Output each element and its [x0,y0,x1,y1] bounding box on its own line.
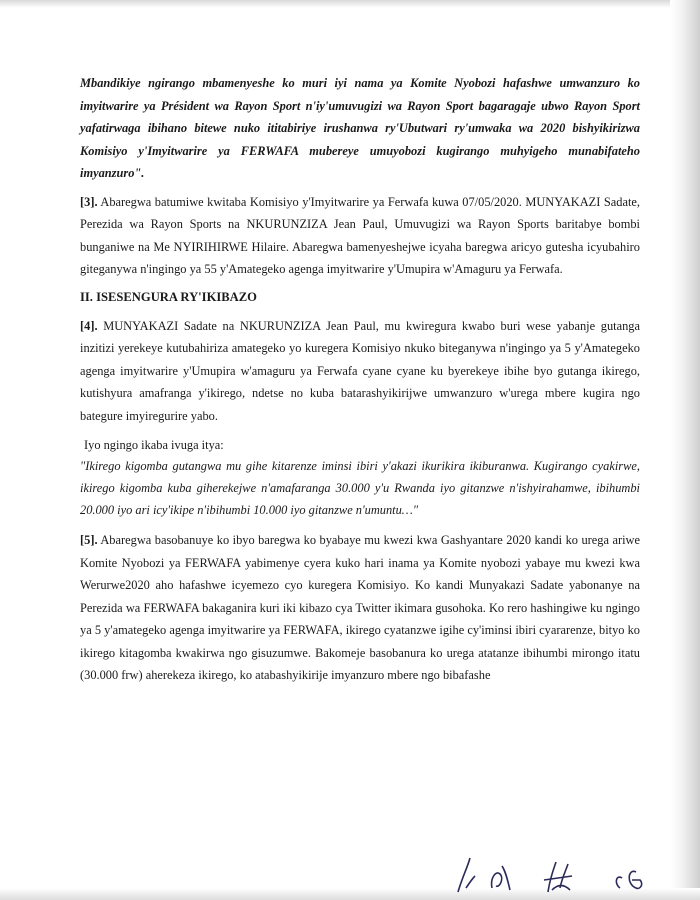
paragraph-number: [3]. [80,194,98,209]
document-page [80,72,640,693]
quoted-article: "Ikirego kigomba gutangwa mu gihe kitarenze iminsi ibiri y'akazi ikurikira ikiburanwa. Kugirango cyakirwe, ikirego kigomba kuba giherekejwe n'amafaranga 30.000 y'u Rwanda iyo gitanzwe n'ishyirahamwe, ibihumbi 20.000 iyo ari icy'ikipe n'ibihumbi 10.000 iyo gitanzwe n'umuntu…" [80,459,640,517]
paragraph-text: Abaregwa basobanuye ko ibyo baregwa ko byabaye mu kwezi kwa Gashyantare 2020 kandi ko urega ariwe Komite Nyobozi ya FERWAFA yabimenye cyera kuko hari inama ya Komite nyobozi yabaye mu kwezi kwa Werurwe2020 aho hafashwe icyemezo cyo kuregera Komisiyo. Ko kandi Munyakazi Sadate yabonanye na Perezida wa FERWAFA bakaganira kuri iki kibazo cya Twitter ikimara gusohoka. Ko rero hashingiwe ku ngingo ya 5 y'amategeko agenga imyitwarire ya FERWAFA, ikirego cyatanzwe igihe cy'iminsi ibiri cyararenze, bityo ko ikirego kitagomba kwakirwa ngo gisuzumwe. Bakomeje basobanura ko urega atatanze ibihumbi mirongo itatu (30.000 frw) aherekeza ikirego, ko atabashyikirije imyanzuro mbere ngo bibafashe [80,533,640,682]
paragraph-number: [4]. [80,318,98,333]
paragraph-text: Abaregwa batumiwe kwitaba Komisiyo y'Imyitwarire ya Ferwafa kuwa 07/05/2020. MUNYAKAZI Sadate, Perezida wa Rayon Sports na NKURUNZIZA Jean Paul, Umuvugizi wa Rayon Sports baritabye bombi bunganiwe na Me NYIRIHIRWE Hilaire. Abaregwa bamenyeshejwe icyaha baregwa aricyo gutesha icyubahiro giteganywa n'ingingo ya 55 y'Amategeko agenga imyitwarire y'Umupira w'Amaguru ya Ferwafa. [80,194,640,276]
intro-paragraph: Mbandikiye ngirango mbamenyeshe ko muri iyi nama ya Komite Nyobozi hafashwe umwanzuro ko imyitwarire ya Président wa Rayon Sport n'iy'umuvugizi wa Rayon Sport bagaragaje ubwo Rayon Sport yafatirwaga ibihano bitewe nuko ititabiriye irushanwa ry'Ubutwari ry'umwaka wa 2020 bishyikirizwa Komisiyo y'Imyitwarire ya FERWAFA mubereye umuyobozi kugirango muhyigeho munabifateho imyanzuro". [80,76,640,180]
scan-shadow-top [0,0,700,8]
section-heading: II. ISESENGURA RY'IKIBAZO [80,289,257,304]
paragraph-4 [80,315,640,428]
signature-mark-3 [544,862,572,892]
paragraph-3 [80,191,640,281]
signature-mark-2 [492,866,510,890]
signature-mark-1 [458,858,475,892]
initials-signatures [440,848,680,898]
signature-mark-4 [616,871,641,888]
scan-shadow-right [670,0,700,900]
paragraph-number: [5]. [80,533,98,547]
paragraph-5 [80,529,640,687]
paragraph-text: MUNYAKAZI Sadate na NKURUNZIZA Jean Paul, mu kwiregura kwabo buri wese yabanje gutanga inzitizi yerekeye kutubahiriza amategeko yo kuregera Komisiyo nkuko biteganywa n'ingingo ya 5 y'Amategeko agenga imyitwarire y'Umupira w'amaguru ya Ferwafa cyane cyane ku byerekeye ibihe byo gutanga ikirego, kutishyura amafranga y'ikirego, ndetse no kuba batarashyikirijwe umwanzuro w'urega mbere kugira ngo bategure imyiregurire yabo. [80,318,640,423]
quote-intro: Iyo ngingo ikaba ivuga itya: [84,438,224,452]
